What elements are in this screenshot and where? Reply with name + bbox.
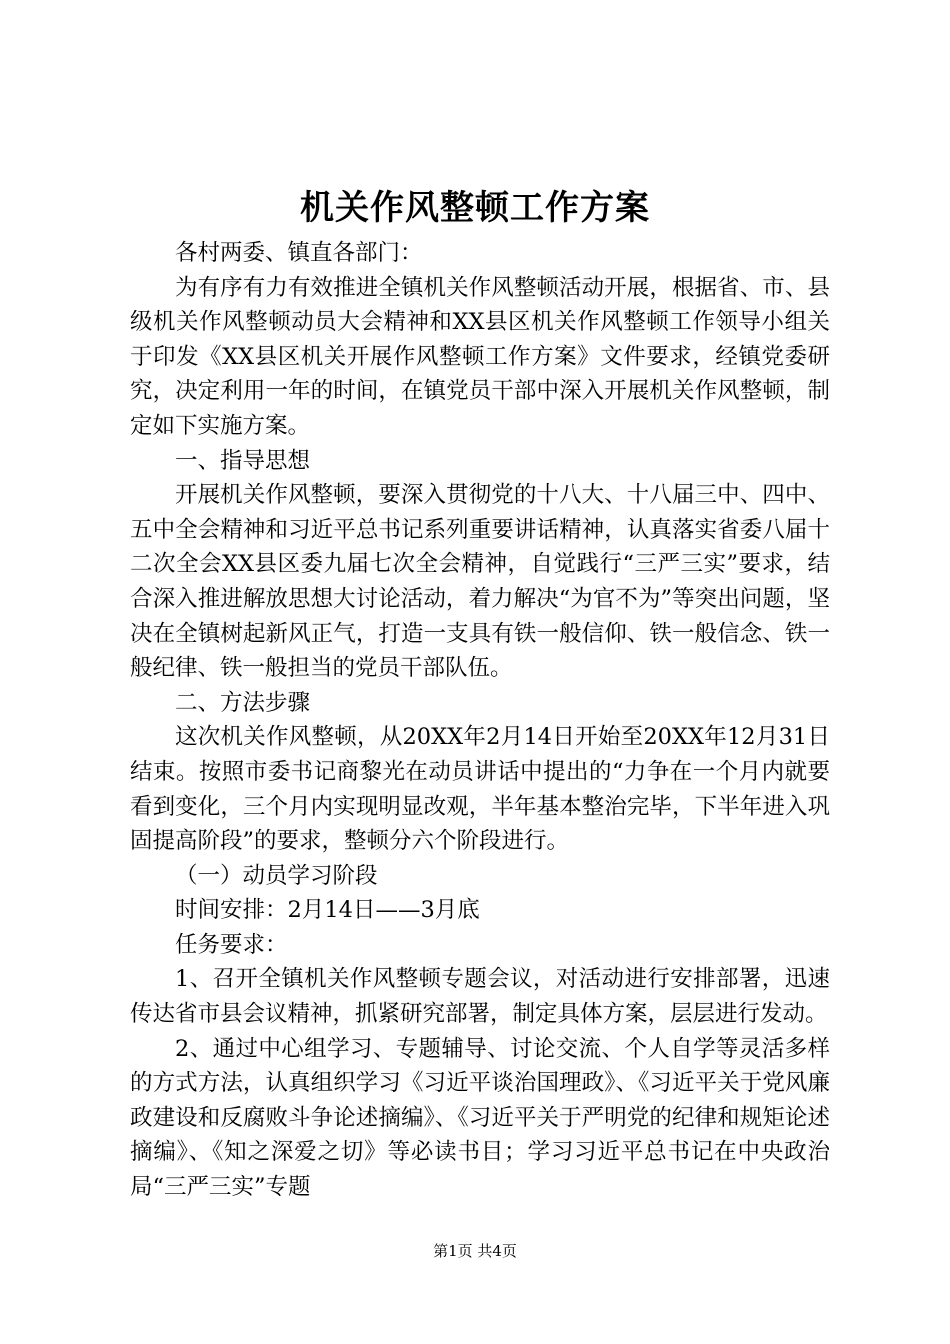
schedule-line: 时间安排：2月14日——3月底 [175, 897, 480, 924]
section-heading-guiding-thought: 一、指导思想 [175, 447, 311, 474]
salutation: 各村两委、镇直各部门： [175, 240, 423, 266]
subsection-heading-mobilization: （一）动员学习阶段 [175, 862, 378, 889]
document-title: 机关作风整顿工作方案 [300, 188, 650, 228]
document-body [130, 236, 830, 1205]
task-requirements-label: 任务要求： [175, 931, 288, 958]
paragraph-method-steps: 这次机关作风整顿，从20XX年2月14日开始至20XX年12月31日结束。按照市委书记商黎光在动员讲话中提出的“力争在一个月内就要看到变化，三个月内实现明显改观，半年基本整治完毕，下半年进入巩固提高阶段”的要求，整顿分六个阶段进行。 [130, 724, 830, 855]
task-item-1: 1、召开全镇机关作风整顿专题会议，对活动进行安排部署，迅速传达省市县会议精神，抓紧研究部署，制定具体方案，层层进行发动。 [130, 966, 830, 1028]
task-item-2: 2、通过中心组学习、专题辅导、讨论交流、个人自学等灵活多样的方式方法，认真组织学习《习近平谈治国理政》、《习近平关于党风廉政建设和反腐败斗争论述摘编》、《习近平关于严明党的纪律和规矩论述摘编》、《知之深爱之切》等必读书目；学习习近平总书记在中央政治局“三严三实”专题 [130, 1035, 830, 1201]
paragraph-guiding-thought: 开展机关作风整顿，要深入贯彻党的十八大、十八届三中、四中、五中全会精神和习近平总书记系列重要讲话精神，认真落实省委八届十二次全会XX县区委九届七次全会精神，自觉践行“三严三实”要求，结合深入推进解放思想大讨论活动，着力解决“为官不为”等突出问题，坚决在全镇树起新风正气，打造一支具有铁一般信仰、铁一般信念、铁一般纪律、铁一般担当的党员干部队伍。 [130, 482, 830, 682]
section-heading-method-steps: 二、方法步骤 [175, 689, 311, 716]
page-footer: 第1页 共4页 [433, 1242, 517, 1260]
paragraph-intro: 为有序有力有效推进全镇机关作风整顿活动开展，根据省、市、县级机关作风整顿动员大会精神和XX县区机关作风整顿工作领导小组关于印发《XX县区机关开展作风整顿工作方案》文件要求，经镇党委研究，决定利用一年的时间，在镇党员干部中深入开展机关作风整顿，制定如下实施方案。 [130, 274, 830, 439]
